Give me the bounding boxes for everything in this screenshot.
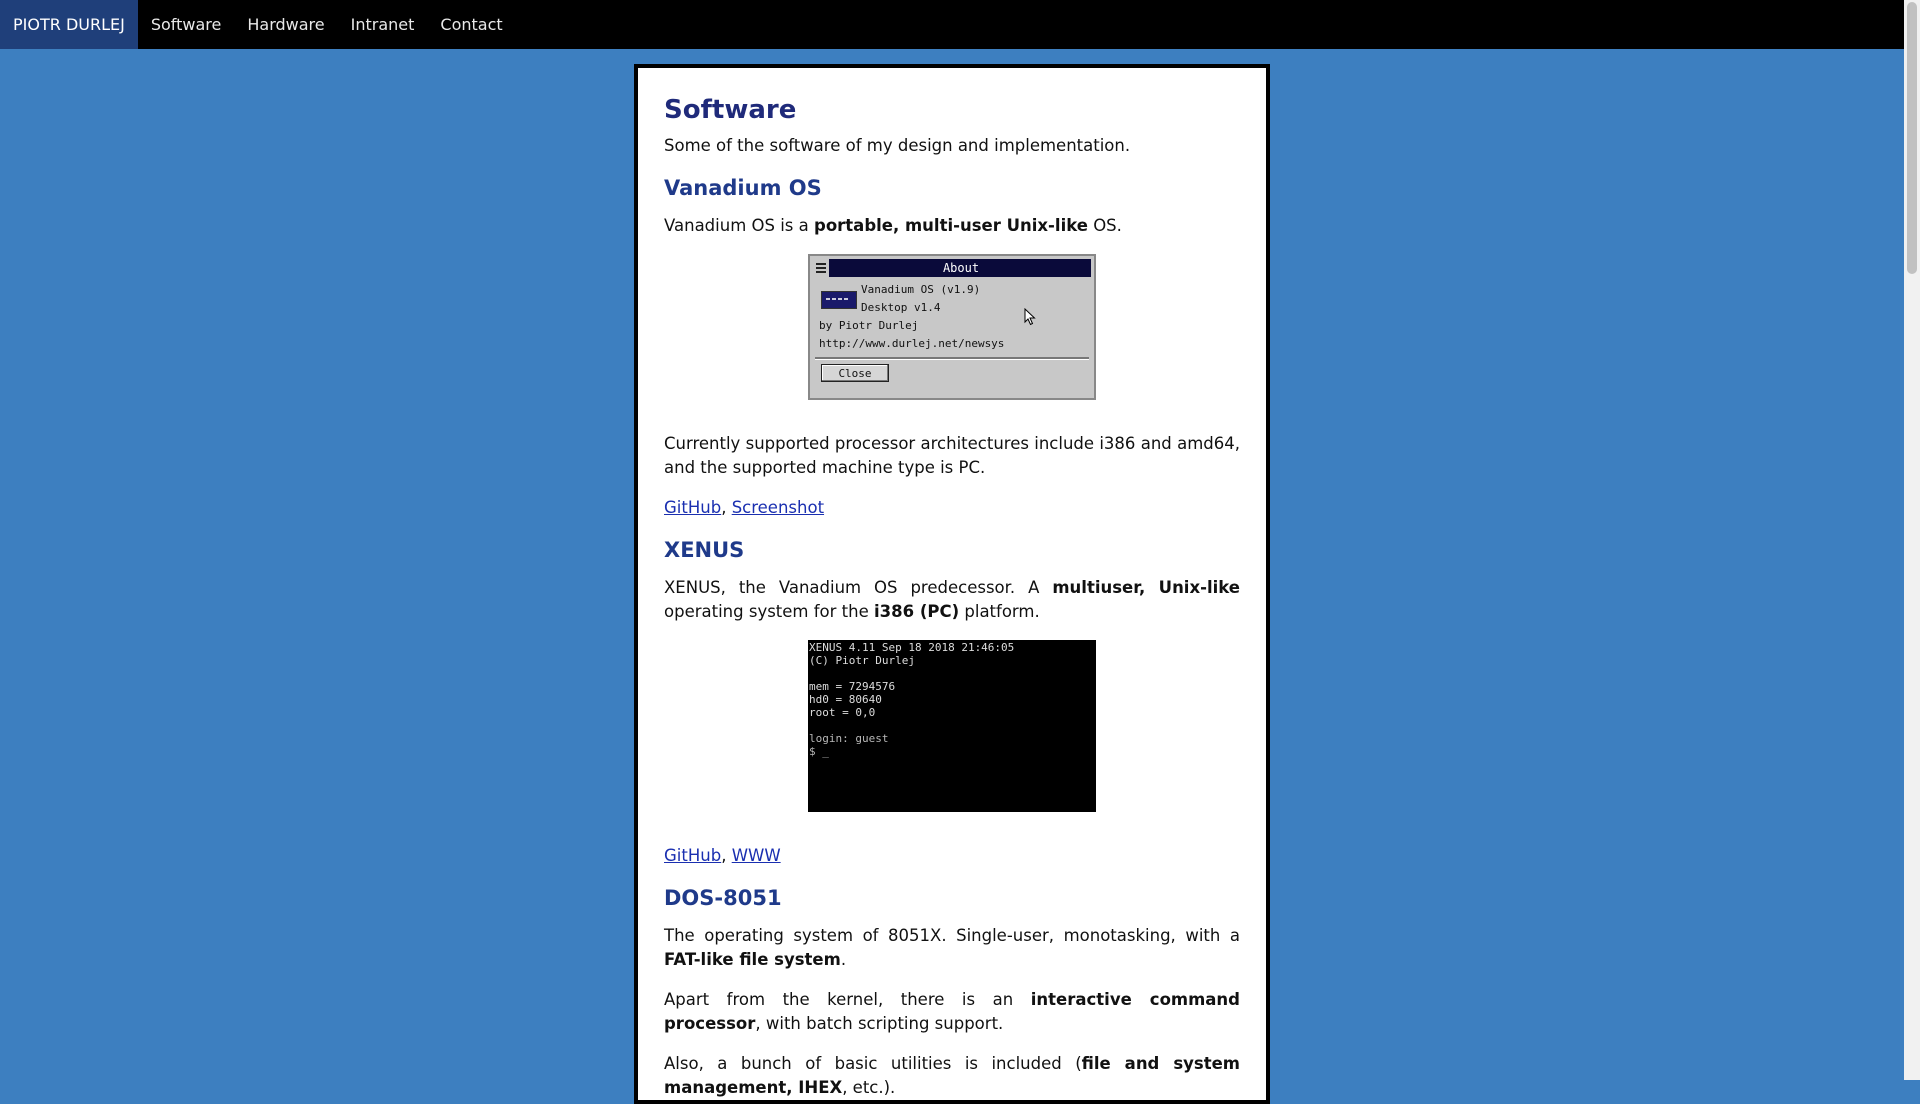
- xenus-terminal: [808, 640, 1096, 812]
- about-desktop-version: Desktop v1.4: [861, 301, 941, 314]
- terminal-line: (C) Piotr Durlej: [809, 654, 915, 667]
- vanadium-logo-icon: [821, 291, 857, 309]
- terminal-line: root = 0,0: [809, 706, 876, 719]
- nav-item-software[interactable]: Software: [150, 15, 222, 34]
- terminal-line: mem = 7294576: [809, 680, 896, 693]
- xenus-links: GitHub, WWW: [664, 846, 781, 865]
- xenus-description: XENUS, the Vanadium OS predecessor. A multiuser, Unix-like operating system for the i386 (PC) platform.: [664, 578, 1240, 621]
- about-url: http://www.durlej.net/newsys: [819, 337, 1005, 350]
- vanadium-links: GitHub, Screenshot: [664, 498, 825, 517]
- intro-text: Some of the software of my design and implementation.: [664, 136, 1131, 155]
- vanadium-screenshot-link[interactable]: Screenshot: [731, 498, 825, 517]
- terminal-line: XENUS 4.11 Sep 18 2018 21:46:05: [809, 641, 1015, 654]
- dos-kernel-text: Apart from the kernel, there is an interactive command processor, with batch scripting support.: [664, 990, 1240, 1033]
- dos-utilities-text: Also, a bunch of basic utilities is included (file and system management, IHEX, etc.).: [664, 1054, 1241, 1097]
- xenus-screenshot: [664, 640, 1240, 812]
- nav-item-hardware[interactable]: Hardware: [247, 15, 325, 34]
- about-title: About: [942, 261, 980, 275]
- vanadium-heading: Vanadium OS: [664, 176, 822, 200]
- vanadium-description: Vanadium OS is a portable, multi-user Unix-like OS.: [664, 216, 1122, 235]
- vanadium-screenshot: [664, 254, 1240, 400]
- about-author: by Piotr Durlej: [819, 319, 919, 332]
- page-scrollbar[interactable]: [1904, 0, 1920, 1080]
- nav-item-contact[interactable]: Contact: [440, 15, 503, 34]
- window-menu-icon: [813, 259, 831, 277]
- vanadium-arch-text: Currently supported processor architectures include i386 and amd64, and the supported machine type is PC.: [664, 434, 1240, 477]
- about-close-button: Close: [821, 364, 889, 382]
- about-separator: [815, 357, 1089, 360]
- page-title: Software: [664, 95, 797, 125]
- terminal-line: login: guest: [809, 732, 889, 745]
- about-dialog: [808, 254, 1096, 400]
- mouse-cursor-icon: [1024, 308, 1036, 326]
- xenus-www-link[interactable]: WWW: [731, 846, 781, 865]
- about-body: [813, 277, 1091, 353]
- about-titlebar: [813, 259, 1091, 277]
- terminal-line: hd0 = 80640: [809, 693, 882, 706]
- top-navbar: [0, 0, 1904, 49]
- scrollbar-thumb[interactable]: [1907, 2, 1917, 274]
- dos-heading: DOS-8051: [664, 886, 782, 910]
- dos-description: The operating system of 8051X. Single-user, monotasking, with a FAT-like file system.: [664, 926, 1240, 969]
- xenus-github-link[interactable]: GitHub: [664, 846, 722, 865]
- xenus-heading: XENUS: [664, 538, 745, 562]
- nav-brand-link[interactable]: PIOTR DURLEJ: [0, 0, 138, 49]
- terminal-line: $ _: [809, 745, 829, 758]
- nav-item-intranet[interactable]: Intranet: [350, 15, 415, 34]
- about-version: Vanadium OS (v1.9): [861, 283, 981, 296]
- vanadium-github-link[interactable]: GitHub: [664, 498, 722, 517]
- content-card: [634, 64, 1270, 1104]
